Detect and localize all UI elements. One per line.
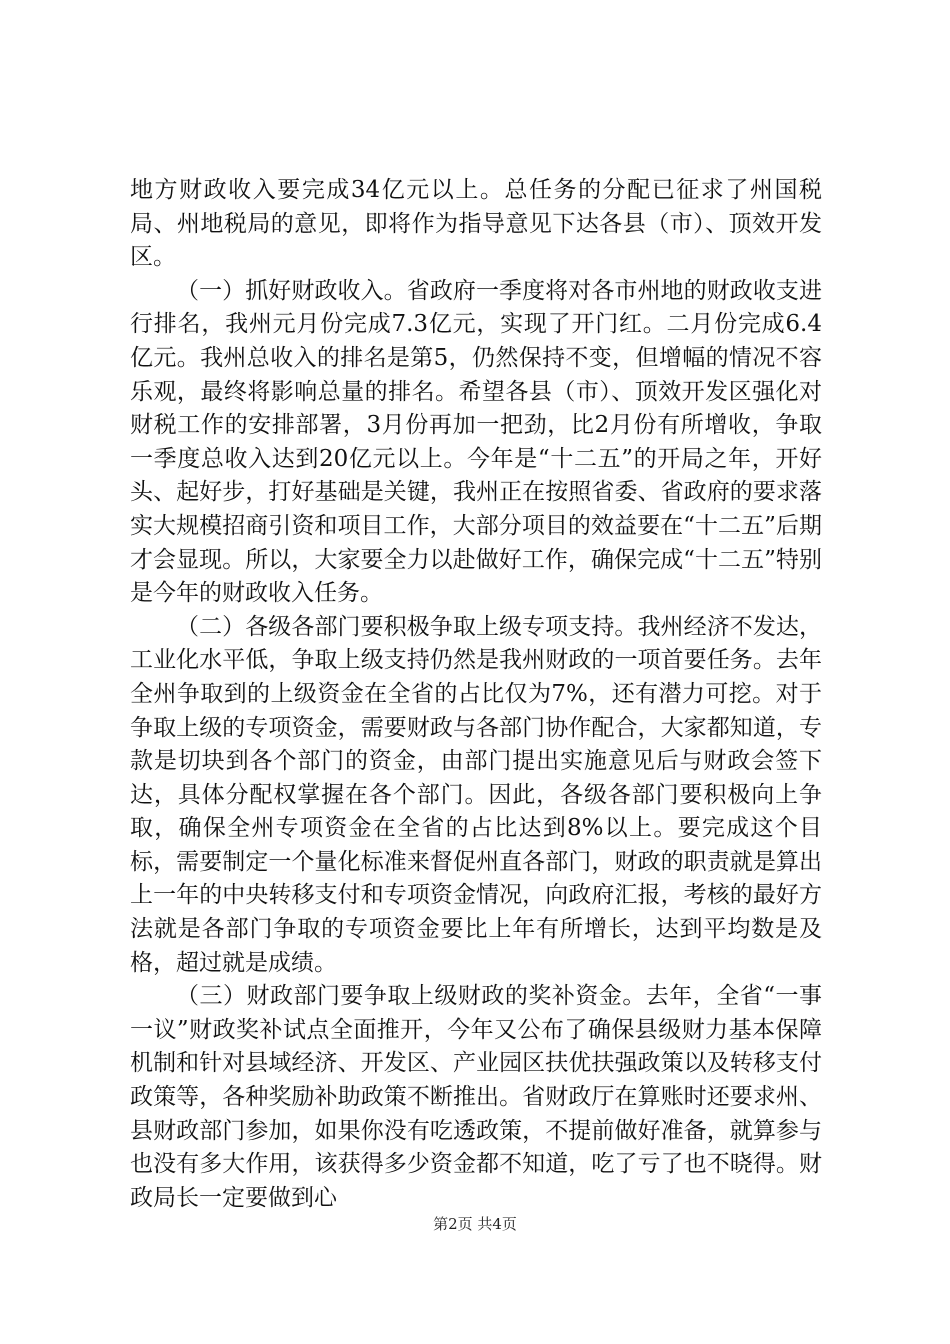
paragraph-intro: 地方财政收入要完成34亿元以上。总任务的分配已征求了州国税局、州地税局的意见，即将作为指导意见下达各县（市）、顶效开发区。 xyxy=(130,177,822,271)
document-body xyxy=(130,174,822,1215)
page-number-footer: 第2页 共4页 xyxy=(433,1215,517,1233)
paragraph-section-1: （一）抓好财政收入。省政府一季度将对各市州地的财政收支进行排名，我州元月份完成7.3亿元，实现了开门红。二月份完成6.4亿元。我州总收入的排名是第5，仍然保持不变，但增幅的情况不容乐观，最终将影响总量的排名。希望各县（市）、顶效开发区强化对财税工作的安排部署，3月份再加一把劲，比2月份有所增收，争取一季度总收入达到20亿元以上。今年是“十二五”的开局之年，开好头、起好步，打好基础是关键，我州正在按照省委、省政府的要求落实大规模招商引资和项目工作，大部分项目的效益要在“十二五”后期才会显现。所以，大家要全力以赴做好工作，确保完成“十二五”特别是今年的财政收入任务。 xyxy=(130,277,822,607)
paragraph-section-2: （二）各级各部门要积极争取上级专项支持。我州经济不发达，工业化水平低，争取上级支持仍然是我州财政的一项首要任务。去年全州争取到的上级资金在全省的占比仅为7%，还有潜力可挖。对于争取上级的专项资金，需要财政与各部门协作配合，大家都知道，专款是切块到各个部门的资金，由部门提出实施意见后与财政会签下达，具体分配权掌握在各个部门。因此，各级各部门要积极向上争取，确保全州专项资金在全省的占比达到8%以上。要完成这个目标，需要制定一个量化标准来督促州直各部门，财政的职责就是算出上一年的中央转移支付和专项资金情况，向政府汇报，考核的最好方法就是各部门争取的专项资金要比上年有所增长，达到平均数是及格，超过就是成绩。 xyxy=(130,613,822,976)
paragraph-section-3: （三）财政部门要争取上级财政的奖补资金。去年，全省“一事一议”财政奖补试点全面推开，今年又公布了确保县级财力基本保障机制和针对县域经济、开发区、产业园区扶优扶强政策以及转移支付政策等，各种奖励补助政策不断推出。省财政厅在算账时还要求州、县财政部门参加，如果你没有吃透政策，不提前做好准备，就算参与也没有多大作用，该获得多少资金都不知道，吃了亏了也不晓得。财政局长一定要做到心 xyxy=(130,983,822,1211)
